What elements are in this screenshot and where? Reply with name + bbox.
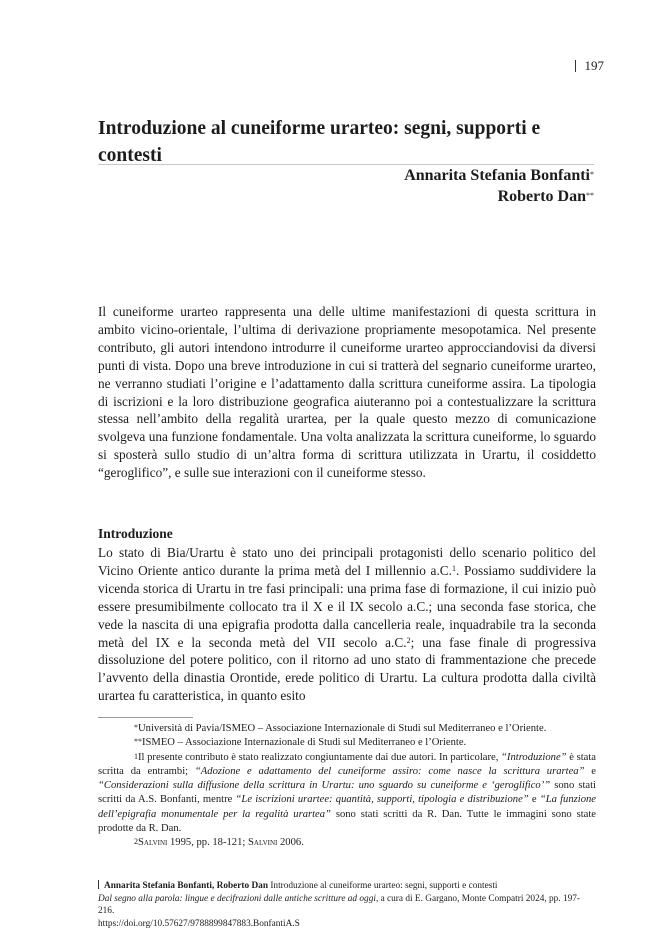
footnote-1-italic-iscrizioni: “Le iscrizioni urartee: quantità, supporti, tipologia e distribuzione”	[236, 794, 529, 805]
article-title: Introduzione al cuneiforme urarteo: segni, supporti e contesti	[98, 115, 592, 169]
affiliation-2	[98, 736, 596, 750]
footnote-1-italic-considerazioni: “Considerazioni sulla diffusione della scrittura in Urartu: uno sguardo su cuneiforme e ‘geroglifico’”	[98, 780, 550, 791]
page-number-value: 197	[585, 58, 605, 74]
footnote-1	[98, 751, 596, 837]
author-1-name: Annarita Stefania Bonfanti	[404, 167, 590, 184]
citation-doi[interactable]: https://doi.org/10.57627/9788899847883.BonfantiA.S	[98, 918, 596, 930]
page-number	[575, 58, 605, 74]
footnote-ref-2[interactable]: 2	[407, 636, 411, 645]
footnote-1-italic-intro: “Introduzione”	[501, 752, 567, 763]
author-1-mark: *	[590, 170, 594, 179]
footnote-1-mark: 1	[116, 750, 138, 764]
abstract: Il cuneiforme urarteo rappresenta una delle ultime manifestazioni di questa scrittura in ambito vicino-orientale, l’ultima di derivazione propriamente mesopotamica. Nel presente contributo, gli autori intendono introdurre il cuneiforme urarteo approcciandovisi da diversi punti di vista. Dopo una breve introduzione in cui si tratterà del segnario cuneiforme urarteo, ne verranno studiati l’origine e l’adattamento dalla scrittura cuneiforme assira. La tipologia di iscrizioni e la loro distribuzione geografica aiuteranno poi a contestualizzare la scrittura stessa nell’ambito della regalità urartea, per la quale questo mezzo di comunicazione svolgeva una funzione fondamentale. Una volta analizzata la scrittura cuneiforme, lo sguardo si sposterà sullo studio di un’altra forma di scrittura utilizzata in Urartu, il cosiddetto “geroglifico”, e sulle sue interazioni con il cuneiforme stesso.	[98, 303, 596, 482]
citation-book: Dal segno alla parola: lingue e decifrazioni dalle antiche scritture ad oggi	[98, 894, 376, 904]
affiliation-1-mark: *	[116, 721, 138, 735]
footnote-ref-1[interactable]: 1	[452, 564, 456, 573]
footnote-2-author: Salvini	[138, 837, 167, 848]
citation-title: Introduzione al cuneiforme urarteo: segni, supporti e contesti	[268, 881, 498, 891]
footnote-1-text: Il presente contributo è stato realizzato congiuntamente dai due autori. In particolare,	[138, 752, 501, 763]
footnote-2-mark: 2	[116, 835, 138, 849]
affiliation-1-text: Università di Pavia/ISMEO – Associazione Internazionale di Studi sul Mediterraneo e l’Oriente.	[138, 723, 546, 734]
citation-line-2	[98, 893, 596, 918]
author-2	[498, 187, 594, 207]
footnote-2-author: Salvini	[248, 837, 277, 848]
footnote-divider	[98, 717, 193, 718]
citation-publication: , a cura di E. Gargano, Monte Compatri 2024, pp. 197-216.	[98, 894, 580, 917]
author-1	[404, 166, 594, 186]
citation	[98, 880, 596, 930]
footnote-1-italic-adozione: “Adozione e adattamento del cuneiforme assiro: come nasce la scrittura urartea”	[195, 766, 585, 777]
footnote-1-text: e	[529, 794, 540, 805]
affiliation-2-text: ISMEO – Associazione Internazionale di Studi sul Mediterraneo e l’Oriente.	[142, 737, 466, 748]
body-text-1: Lo stato di Bia/Urartu è stato uno dei principali protagonisti dello scenario politico del Vicino Oriente antico durante la prima metà del I millennio a.C.	[98, 545, 596, 578]
body-text-3: ; una fase finale di progressiva dissoluzione del potere politico, con il ritorno ad uno stato di frammentazione che precede l’avvento della dinastia Orontide, erede politico di Urartu. La cultura prodotta dalla civiltà urartea fu caratteristica, in quanto esito	[98, 635, 596, 704]
citation-bar	[98, 880, 99, 889]
footnote-1-italic-funzione: “La funzione dell’epigrafia monumentale per la regalità urartea”	[98, 794, 596, 819]
footnote-2	[98, 836, 596, 850]
section-heading: Introduzione	[98, 526, 173, 542]
citation-authors: Annarita Stefania Bonfanti, Roberto Dan	[104, 881, 268, 891]
footnote-1-text: sono stati scritti da R. Dan. Tutte le immagini sono state prodotte da R. Dan.	[98, 809, 596, 834]
author-2-mark: **	[586, 191, 594, 200]
footnote-2-text: 2006.	[277, 837, 303, 848]
footnote-1-text: è stata scritta da entrambi;	[98, 752, 596, 777]
affiliation-2-mark: **	[116, 735, 142, 749]
body-text-2: . Possiamo suddividere la vicenda storica di Urartu in tre fasi principali: una prima fase di formazione, il cui inizio può essere presumibilmente collocato tra il X e il IX secolo a.C.; una seconda fase storica, che vede la nascita di una epigrafia prodotta dalla cancelleria reale, inquadrabile tra la seconda metà del IX e la seconda metà del VII secolo a.C.	[98, 563, 596, 650]
title-divider	[98, 164, 594, 165]
body-paragraph	[98, 544, 596, 705]
footnote-2-text: 1995, pp. 18-121;	[167, 837, 248, 848]
affiliation-1	[98, 722, 596, 736]
footnote-1-text: sono stati scritti da A.S. Bonfanti, mentre	[98, 780, 596, 805]
page-number-divider	[575, 60, 576, 72]
footnote-1-text: e	[584, 766, 596, 777]
author-2-name: Roberto Dan	[498, 188, 586, 205]
footnotes	[98, 722, 596, 851]
citation-line-1	[98, 880, 596, 893]
